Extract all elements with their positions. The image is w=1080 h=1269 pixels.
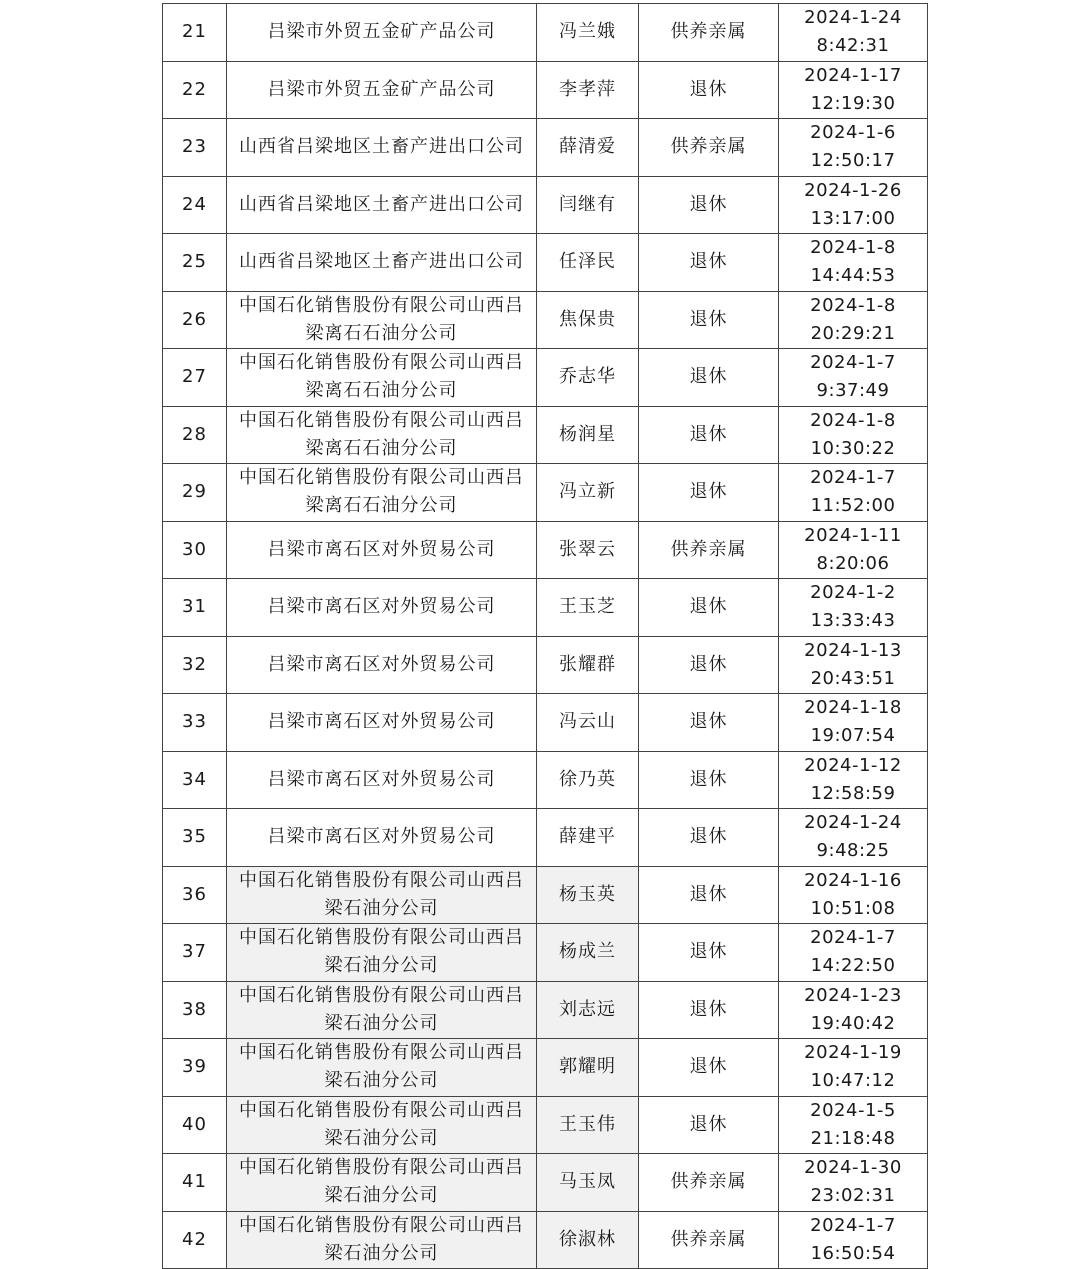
organization-cell — [227, 1096, 537, 1154]
date-text: 2024-1-17 — [804, 64, 902, 86]
category-cell: 退休 — [639, 176, 779, 234]
category-cell: 退休 — [639, 751, 779, 809]
date-text: 2024-1-7 — [810, 927, 896, 949]
table-row — [163, 119, 928, 177]
time-text: 20:29:21 — [810, 322, 896, 344]
date-text: 2024-1-26 — [804, 179, 902, 201]
datetime-cell — [779, 809, 928, 867]
category-cell: 退休 — [639, 464, 779, 522]
datetime-cell — [779, 636, 928, 694]
category-cell: 供养亲属 — [639, 119, 779, 177]
organization-cell — [227, 1039, 537, 1097]
datetime-cell — [779, 1096, 928, 1154]
organization-text: 中国石化销售股份有限公司山西吕梁石油分公司 — [239, 927, 524, 977]
table-row — [163, 4, 928, 62]
person-name-cell: 郭耀明 — [537, 1039, 639, 1097]
organization-text: 山西省吕梁地区土畜产进出口公司 — [239, 136, 524, 158]
row-number-cell: 22 — [163, 61, 227, 119]
row-number-cell: 31 — [163, 579, 227, 637]
time-text: 9:48:25 — [816, 840, 890, 862]
table-row — [163, 61, 928, 119]
organization-cell — [227, 981, 537, 1039]
row-number-cell: 29 — [163, 464, 227, 522]
organization-text: 中国石化销售股份有限公司山西吕梁石油分公司 — [239, 869, 524, 919]
category-cell: 退休 — [639, 579, 779, 637]
date-text: 2024-1-5 — [810, 1099, 896, 1121]
organization-text: 吕梁市离石区对外贸易公司 — [267, 596, 496, 618]
datetime-cell — [779, 751, 928, 809]
table-row — [163, 809, 928, 867]
category-cell: 退休 — [639, 349, 779, 407]
organization-text: 吕梁市离石区对外贸易公司 — [267, 653, 496, 675]
organization-text: 中国石化销售股份有限公司山西吕梁石油分公司 — [239, 1157, 524, 1207]
person-name-cell: 杨成兰 — [537, 924, 639, 982]
datetime-cell — [779, 234, 928, 292]
organization-text: 中国石化销售股份有限公司山西吕梁石油分公司 — [239, 1042, 524, 1092]
organization-text: 中国石化销售股份有限公司山西吕梁石油分公司 — [239, 1214, 524, 1264]
organization-cell — [227, 751, 537, 809]
time-text: 20:43:51 — [810, 667, 896, 689]
person-name-cell: 薛建平 — [537, 809, 639, 867]
time-text: 12:58:59 — [810, 782, 896, 804]
date-text: 2024-1-24 — [804, 7, 902, 29]
datetime-cell — [779, 464, 928, 522]
datetime-cell — [779, 694, 928, 752]
row-number-cell: 39 — [163, 1039, 227, 1097]
time-text: 16:50:54 — [810, 1242, 896, 1264]
date-text: 2024-1-7 — [810, 352, 896, 374]
organization-cell — [227, 1154, 537, 1212]
time-text: 10:30:22 — [810, 437, 896, 459]
person-name-cell: 张耀群 — [537, 636, 639, 694]
organization-cell — [227, 521, 537, 579]
person-name-cell: 闫继有 — [537, 176, 639, 234]
organization-text: 吕梁市离石区对外贸易公司 — [267, 538, 496, 560]
time-text: 14:22:50 — [810, 955, 896, 977]
row-number-cell: 24 — [163, 176, 227, 234]
person-name-cell: 徐乃英 — [537, 751, 639, 809]
datetime-cell — [779, 866, 928, 924]
organization-text: 山西省吕梁地区土畜产进出口公司 — [239, 193, 524, 215]
organization-text: 中国石化销售股份有限公司山西吕梁石油分公司 — [239, 984, 524, 1034]
organization-text: 吕梁市离石区对外贸易公司 — [267, 711, 496, 733]
date-text: 2024-1-8 — [810, 294, 896, 316]
organization-cell — [227, 119, 537, 177]
category-cell: 退休 — [639, 809, 779, 867]
time-text: 8:42:31 — [816, 35, 890, 57]
datetime-cell — [779, 406, 928, 464]
table-row — [163, 1039, 928, 1097]
date-text: 2024-1-30 — [804, 1157, 902, 1179]
datetime-cell — [779, 349, 928, 407]
organization-text: 中国石化销售股份有限公司山西吕梁离石石油分公司 — [239, 409, 524, 459]
organization-text: 中国石化销售股份有限公司山西吕梁离石石油分公司 — [239, 467, 524, 517]
table-row — [163, 464, 928, 522]
table-row — [163, 176, 928, 234]
record-table-body — [163, 4, 928, 1269]
category-cell: 供养亲属 — [639, 4, 779, 62]
organization-text: 中国石化销售股份有限公司山西吕梁离石石油分公司 — [239, 294, 524, 344]
time-text: 14:44:53 — [810, 265, 896, 287]
person-name-cell: 杨润星 — [537, 406, 639, 464]
time-text: 11:52:00 — [810, 495, 896, 517]
person-name-cell: 马玉凤 — [537, 1154, 639, 1212]
table-row — [163, 349, 928, 407]
time-text: 12:50:17 — [810, 150, 896, 172]
row-number-cell: 28 — [163, 406, 227, 464]
organization-cell — [227, 809, 537, 867]
table-row — [163, 579, 928, 637]
row-number-cell: 21 — [163, 4, 227, 62]
row-number-cell: 35 — [163, 809, 227, 867]
date-text: 2024-1-8 — [810, 237, 896, 259]
datetime-cell — [779, 176, 928, 234]
datetime-cell — [779, 119, 928, 177]
datetime-cell — [779, 579, 928, 637]
person-name-cell: 任泽民 — [537, 234, 639, 292]
row-number-cell: 32 — [163, 636, 227, 694]
datetime-cell — [779, 61, 928, 119]
date-text: 2024-1-19 — [804, 1042, 902, 1064]
organization-text: 吕梁市外贸五金矿产品公司 — [267, 21, 496, 43]
category-cell: 退休 — [639, 694, 779, 752]
time-text: 10:47:12 — [810, 1070, 896, 1092]
row-number-cell: 41 — [163, 1154, 227, 1212]
person-name-cell: 王玉伟 — [537, 1096, 639, 1154]
date-text: 2024-1-16 — [804, 869, 902, 891]
organization-text: 山西省吕梁地区土畜产进出口公司 — [239, 251, 524, 273]
category-cell: 退休 — [639, 1096, 779, 1154]
category-cell: 供养亲属 — [639, 521, 779, 579]
category-cell: 退休 — [639, 636, 779, 694]
row-number-cell: 23 — [163, 119, 227, 177]
row-number-cell: 42 — [163, 1211, 227, 1269]
date-text: 2024-1-18 — [804, 697, 902, 719]
date-text: 2024-1-7 — [810, 1214, 896, 1236]
organization-cell — [227, 234, 537, 292]
row-number-cell: 38 — [163, 981, 227, 1039]
person-name-cell: 杨玉英 — [537, 866, 639, 924]
person-name-cell: 冯立新 — [537, 464, 639, 522]
time-text: 21:18:48 — [810, 1127, 896, 1149]
date-text: 2024-1-2 — [810, 582, 896, 604]
date-text: 2024-1-23 — [804, 984, 902, 1006]
table-row — [163, 636, 928, 694]
organization-text: 吕梁市外贸五金矿产品公司 — [267, 78, 496, 100]
table-row — [163, 751, 928, 809]
person-name-cell: 李孝萍 — [537, 61, 639, 119]
table-row — [163, 1211, 928, 1269]
organization-text: 中国石化销售股份有限公司山西吕梁离石石油分公司 — [239, 352, 524, 402]
organization-cell — [227, 406, 537, 464]
organization-text: 吕梁市离石区对外贸易公司 — [267, 768, 496, 790]
category-cell: 退休 — [639, 61, 779, 119]
row-number-cell: 26 — [163, 291, 227, 349]
table-row — [163, 291, 928, 349]
category-cell: 退休 — [639, 234, 779, 292]
organization-cell — [227, 4, 537, 62]
time-text: 10:51:08 — [810, 897, 896, 919]
time-text: 13:33:43 — [810, 610, 896, 632]
category-cell: 供养亲属 — [639, 1211, 779, 1269]
organization-cell — [227, 579, 537, 637]
date-text: 2024-1-6 — [810, 122, 896, 144]
time-text: 12:19:30 — [810, 92, 896, 114]
date-text: 2024-1-24 — [804, 812, 902, 834]
datetime-cell — [779, 1211, 928, 1269]
category-cell: 退休 — [639, 981, 779, 1039]
row-number-cell: 25 — [163, 234, 227, 292]
time-text: 8:20:06 — [816, 552, 890, 574]
organization-cell — [227, 61, 537, 119]
date-text: 2024-1-13 — [804, 639, 902, 661]
row-number-cell: 40 — [163, 1096, 227, 1154]
category-cell: 退休 — [639, 291, 779, 349]
organization-cell — [227, 1211, 537, 1269]
row-number-cell: 33 — [163, 694, 227, 752]
organization-cell — [227, 924, 537, 982]
person-name-cell: 焦保贵 — [537, 291, 639, 349]
datetime-cell — [779, 4, 928, 62]
time-text: 19:07:54 — [810, 725, 896, 747]
organization-cell — [227, 349, 537, 407]
person-name-cell: 冯云山 — [537, 694, 639, 752]
table-row — [163, 924, 928, 982]
row-number-cell: 36 — [163, 866, 227, 924]
table-row — [163, 521, 928, 579]
date-text: 2024-1-11 — [804, 524, 902, 546]
row-number-cell: 27 — [163, 349, 227, 407]
table-row — [163, 1096, 928, 1154]
record-table-container — [162, 3, 928, 1269]
category-cell: 退休 — [639, 924, 779, 982]
table-row — [163, 234, 928, 292]
date-text: 2024-1-12 — [804, 754, 902, 776]
category-cell: 供养亲属 — [639, 1154, 779, 1212]
table-row — [163, 866, 928, 924]
person-name-cell: 刘志远 — [537, 981, 639, 1039]
organization-cell — [227, 694, 537, 752]
organization-cell — [227, 464, 537, 522]
datetime-cell — [779, 521, 928, 579]
person-name-cell: 张翠云 — [537, 521, 639, 579]
table-row — [163, 1154, 928, 1212]
category-cell: 退休 — [639, 406, 779, 464]
time-text: 23:02:31 — [810, 1185, 896, 1207]
record-table — [162, 3, 928, 1269]
person-name-cell: 薛清爱 — [537, 119, 639, 177]
datetime-cell — [779, 1154, 928, 1212]
organization-cell — [227, 866, 537, 924]
row-number-cell: 37 — [163, 924, 227, 982]
table-row — [163, 406, 928, 464]
category-cell: 退休 — [639, 1039, 779, 1097]
datetime-cell — [779, 291, 928, 349]
person-name-cell: 王玉芝 — [537, 579, 639, 637]
category-cell: 退休 — [639, 866, 779, 924]
datetime-cell — [779, 924, 928, 982]
datetime-cell — [779, 981, 928, 1039]
organization-cell — [227, 636, 537, 694]
organization-text: 吕梁市离石区对外贸易公司 — [267, 826, 496, 848]
datetime-cell — [779, 1039, 928, 1097]
organization-cell — [227, 176, 537, 234]
time-text: 9:37:49 — [816, 380, 890, 402]
row-number-cell: 30 — [163, 521, 227, 579]
organization-cell — [227, 291, 537, 349]
date-text: 2024-1-7 — [810, 467, 896, 489]
table-row — [163, 981, 928, 1039]
person-name-cell: 冯兰娥 — [537, 4, 639, 62]
row-number-cell: 34 — [163, 751, 227, 809]
date-text: 2024-1-8 — [810, 409, 896, 431]
time-text: 19:40:42 — [810, 1012, 896, 1034]
person-name-cell: 乔志华 — [537, 349, 639, 407]
person-name-cell: 徐淑林 — [537, 1211, 639, 1269]
time-text: 13:17:00 — [810, 207, 896, 229]
organization-text: 中国石化销售股份有限公司山西吕梁石油分公司 — [239, 1099, 524, 1149]
table-row — [163, 694, 928, 752]
